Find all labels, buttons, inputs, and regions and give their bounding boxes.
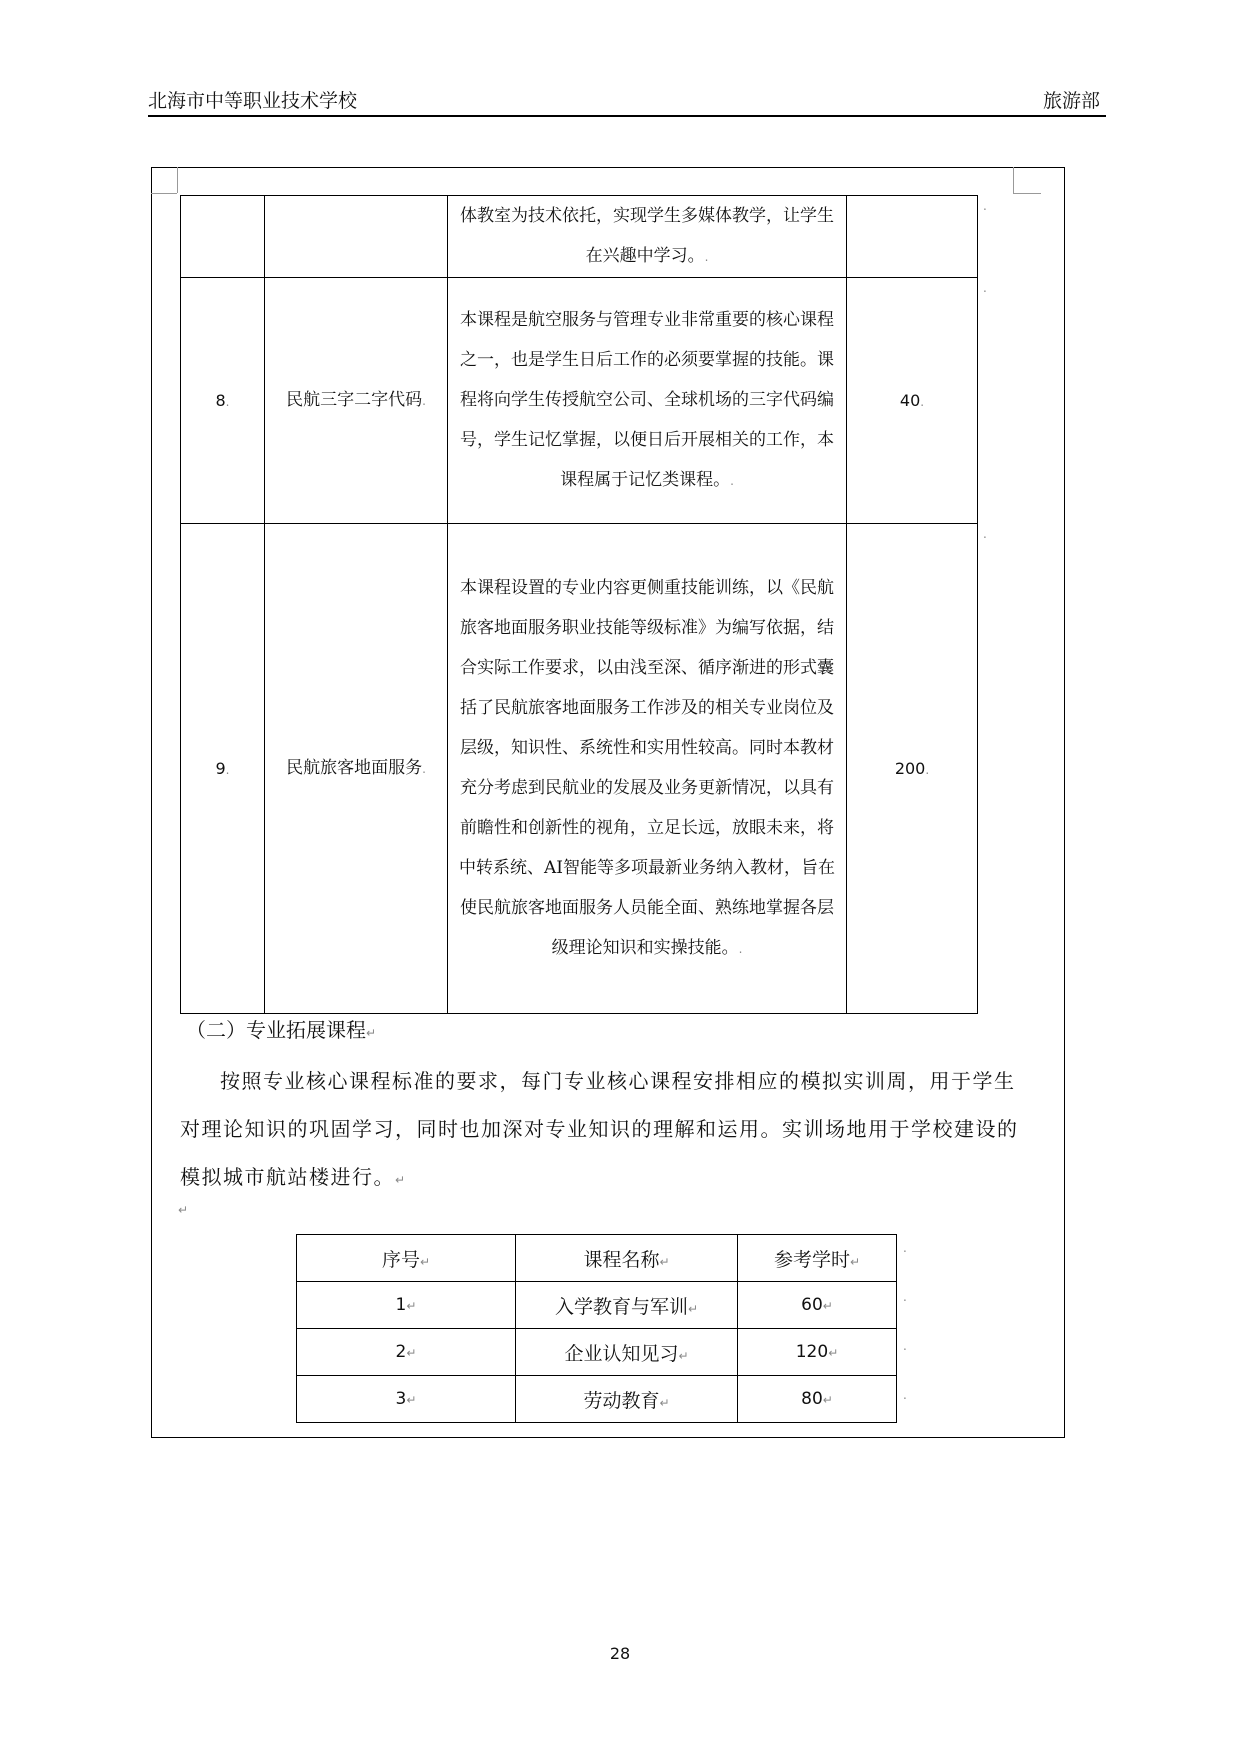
course-hours (847, 196, 978, 278)
row-end-mark: . (903, 1339, 907, 1353)
course-description: 体教室为技术依托，实现学生多媒体教学，让学生在兴趣中学习。. (448, 196, 847, 278)
row-end-mark: . (983, 199, 987, 213)
course-hours: 40. (847, 278, 978, 524)
course-number: 1↵ (297, 1282, 516, 1329)
row-end-mark: . (903, 1388, 907, 1402)
table-row (297, 1376, 897, 1423)
course-hours: 60↵ (738, 1282, 897, 1329)
course-name: 入学教育与军训↵ (516, 1282, 738, 1329)
course-name: 劳动教育↵ (516, 1376, 738, 1423)
row-end-mark: . (983, 527, 987, 541)
course-name: 企业认知见习↵ (516, 1329, 738, 1376)
core-course-table (180, 195, 978, 1014)
header-department: 旅游部 (1042, 90, 1100, 112)
empty-paragraph-mark: ↵ (178, 1203, 189, 1217)
table-row (181, 524, 978, 1014)
course-number: 8. (181, 278, 265, 524)
course-hours: 200. (847, 524, 978, 1014)
table-row (181, 196, 978, 278)
course-number (181, 196, 265, 278)
row-end-mark: . (903, 1241, 907, 1255)
course-number: 2↵ (297, 1329, 516, 1376)
table-row (297, 1329, 897, 1376)
section-title: （二）专业拓展课程↵ (186, 1018, 377, 1042)
table-row (181, 278, 978, 524)
corner-mark (151, 193, 177, 194)
course-hours: 120↵ (738, 1329, 897, 1376)
row-end-mark: . (983, 281, 987, 295)
course-number: 3↵ (297, 1376, 516, 1423)
table-header-row (297, 1235, 897, 1282)
header-school: 北海市中等职业技术学校 (148, 90, 358, 112)
corner-mark (177, 167, 178, 193)
row-end-mark: . (903, 1290, 907, 1304)
column-header: 课程名称↵ (516, 1235, 738, 1282)
course-name: 民航旅客地面服务. (265, 524, 448, 1014)
course-name (265, 196, 448, 278)
header-rule (148, 115, 1106, 117)
corner-mark (1013, 167, 1014, 193)
column-header: 序号↵ (297, 1235, 516, 1282)
corner-mark (1013, 193, 1041, 194)
course-hours: 80↵ (738, 1376, 897, 1423)
section-paragraph: 按照专业核心课程标准的要求，每门专业核心课程安排相应的模拟实训周，用于学生对理论知识的巩固学习，同时也加深对专业知识的理解和运用。实训场地用于学校建设的模拟城市航站楼进行。↵ (180, 1069, 1019, 1189)
table-row (297, 1282, 897, 1329)
course-name: 民航三字二字代码. (265, 278, 448, 524)
course-description: 本课程设置的专业内容更侧重技能训练，以《民航旅客地面服务职业技能等级标准》为编写依据，结合实际工作要求，以由浅至深、循序渐进的形式囊括了民航旅客地面服务工作涉及的相关专业岗位及层级，知识性、系统性和实用性较高。同时本教材充分考虑到民航业的发展及业务更新情况，以具有前瞻性和创新性的视角，立足长远，放眼未来，将中转系统、AI智能等多项最新业务纳入教材，旨在使民航旅客地面服务人员能全面、熟练地掌握各层级理论知识和实操技能。. (448, 524, 847, 1014)
column-header: 参考学时↵ (738, 1235, 897, 1282)
page-number: 28 (609, 1644, 631, 1663)
course-number: 9. (181, 524, 265, 1014)
course-description: 本课程是航空服务与管理专业非常重要的核心课程之一，也是学生日后工作的必须要掌握的技能。课程将向学生传授航空公司、全球机场的三字代码编号，学生记忆掌握，以便日后开展相关的工作，本课程属于记忆类课程。. (448, 278, 847, 524)
extension-course-table (296, 1234, 897, 1423)
